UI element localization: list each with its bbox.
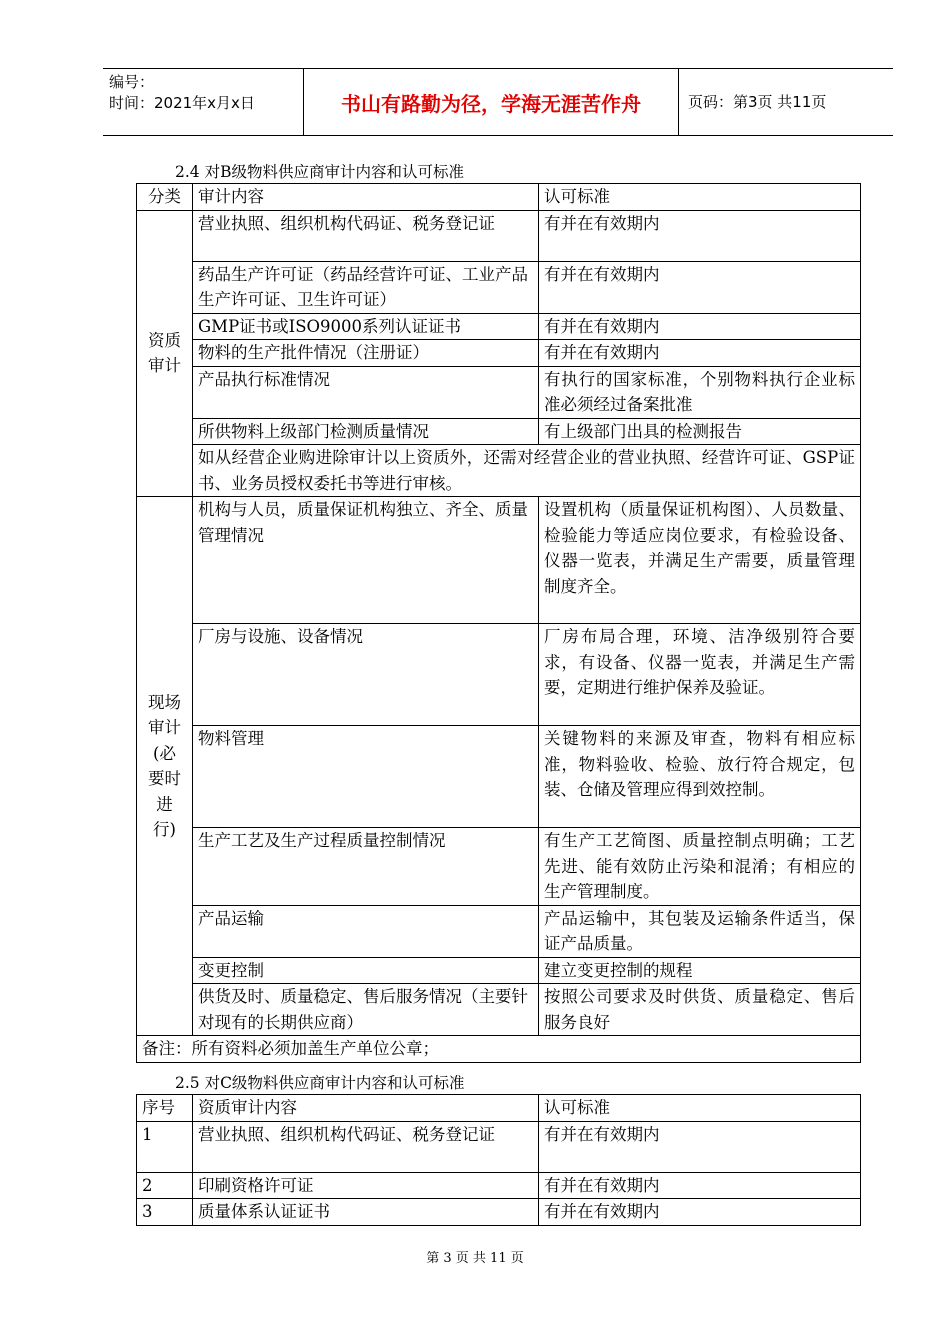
audit-content: 营业执照、组织机构代码证、税务登记证 xyxy=(193,210,539,261)
table-row xyxy=(137,828,861,906)
audit-standard: 按照公司要求及时供货、质量稳定、售后服务良好 xyxy=(539,984,861,1036)
time-label: 时间：2021年x月x日 xyxy=(109,94,255,112)
audit-content: 印刷资格许可证 xyxy=(193,1172,539,1199)
table-row xyxy=(137,261,861,313)
table-row xyxy=(137,957,861,984)
table-row xyxy=(137,1172,861,1199)
audit-standard: 有并在有效期内 xyxy=(539,261,861,313)
table-row xyxy=(137,624,861,726)
audit-content: 药品生产许可证（药品经营许可证、工业产品生产许可证、卫生许可证） xyxy=(193,261,539,313)
table-row xyxy=(137,418,861,445)
page-label: 页码：第3页 共11页 xyxy=(688,93,827,111)
audit-content: 物料的生产批件情况（注册证） xyxy=(193,340,539,367)
page-footer: 第 3 页 共 11 页 xyxy=(426,1251,524,1266)
audit-standard: 有并在有效期内 xyxy=(539,313,861,340)
audit-standard: 有并在有效期内 xyxy=(539,1172,861,1199)
audit-standard: 厂房布局合理，环境、洁净级别符合要求，有设备、仪器一览表，并满足生产需要，定期进行维护保养及验证。 xyxy=(539,624,861,726)
table-row xyxy=(137,366,861,418)
audit-content: 生产工艺及生产过程质量控制情况 xyxy=(193,828,539,906)
table-row xyxy=(137,340,861,367)
table-row xyxy=(137,1121,861,1172)
table-row xyxy=(137,984,861,1036)
header-meta xyxy=(109,72,299,114)
row-number: 2 xyxy=(137,1172,193,1199)
column-header: 审计内容 xyxy=(193,184,539,211)
section-b-title: 2.4 对B级物料供应商审计内容和认可标准 xyxy=(175,163,464,181)
audit-standard: 关键物料的来源及审查，物料有相应标准，物料验收、检验、放行符合规定，包装、仓储及管理应得到效控制。 xyxy=(539,726,861,828)
column-header: 分类 xyxy=(137,184,193,211)
audit-standard: 产品运输中，其包装及运输条件适当，保证产品质量。 xyxy=(539,905,861,957)
audit-standard: 有执行的国家标准，个别物料执行企业标准必须经过备案批准 xyxy=(539,366,861,418)
document-header xyxy=(103,68,893,136)
table-row xyxy=(137,1199,861,1226)
table-row xyxy=(137,1036,861,1063)
table-row xyxy=(137,726,861,828)
table-row xyxy=(137,905,861,957)
row-number: 3 xyxy=(137,1199,193,1226)
audit-standard: 有并在有效期内 xyxy=(539,210,861,261)
audit-standard: 有生产工艺简图、质量控制点明确；工艺先进、能有效防止污染和混淆；有相应的生产管理制度。 xyxy=(539,828,861,906)
section-c-title: 2.5 对C级物料供应商审计内容和认可标准 xyxy=(175,1074,465,1092)
remark: 备注：所有资料必须加盖生产单位公章； xyxy=(137,1036,861,1063)
table-row xyxy=(137,210,861,261)
audit-standard: 有并在有效期内 xyxy=(539,1199,861,1226)
audit-content: 所供物料上级部门检测质量情况 xyxy=(193,418,539,445)
table-header-row xyxy=(137,1095,861,1122)
column-header: 资质审计内容 xyxy=(193,1095,539,1122)
motto: 书山有路勤为径，学海无涯苦作舟 xyxy=(303,69,679,135)
column-header: 认可标准 xyxy=(539,1095,861,1122)
table-row xyxy=(137,313,861,340)
audit-content: 供货及时、质量稳定、售后服务情况（主要针对现有的长期供应商） xyxy=(193,984,539,1036)
audit-content: 机构与人员，质量保证机构独立、齐全、质量管理情况 xyxy=(193,497,539,624)
category-qualification: 资质审计 xyxy=(137,210,193,497)
table-row xyxy=(137,445,861,497)
audit-content: 物料管理 xyxy=(193,726,539,828)
audit-content: GMP证书或ISO9000系列认证证书 xyxy=(193,313,539,340)
audit-content: 质量体系认证证书 xyxy=(193,1199,539,1226)
audit-standard: 有上级部门出具的检测报告 xyxy=(539,418,861,445)
table-header-row xyxy=(137,184,861,211)
audit-content: 变更控制 xyxy=(193,957,539,984)
section-b-table xyxy=(136,183,861,1063)
audit-standard: 有并在有效期内 xyxy=(539,1121,861,1172)
column-header: 序号 xyxy=(137,1095,193,1122)
audit-content: 营业执照、组织机构代码证、税务登记证 xyxy=(193,1121,539,1172)
audit-standard: 设置机构（质量保证机构图）、人员数量、检验能力等适应岗位要求，有检验设备、仪器一览表，并满足生产需要，质量管理制度齐全。 xyxy=(539,497,861,624)
table-row xyxy=(137,497,861,624)
number-label: 编号： xyxy=(109,73,155,91)
row-number: 1 xyxy=(137,1121,193,1172)
audit-content: 厂房与设施、设备情况 xyxy=(193,624,539,726)
audit-standard: 有并在有效期内 xyxy=(539,340,861,367)
audit-content: 产品运输 xyxy=(193,905,539,957)
audit-content: 产品执行标准情况 xyxy=(193,366,539,418)
column-header: 认可标准 xyxy=(539,184,861,211)
qualification-note: 如从经营企业购进除审计以上资质外，还需对经营企业的营业执照、经营许可证、GSP证书、业务员授权委托书等进行审核。 xyxy=(193,445,861,497)
audit-standard: 建立变更控制的规程 xyxy=(539,957,861,984)
category-onsite: 现场审计(必要时进行) xyxy=(137,497,193,1036)
section-c-table xyxy=(136,1094,861,1226)
